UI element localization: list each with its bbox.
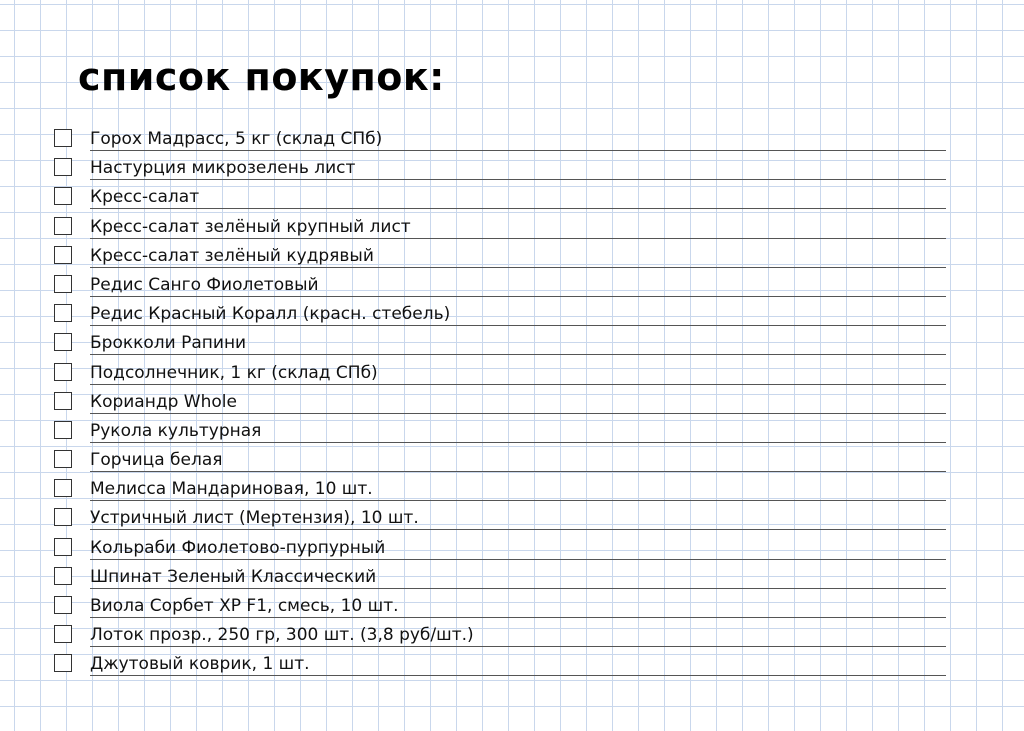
divider xyxy=(90,413,946,414)
item-label: Кресс-салат зелёный крупный лист xyxy=(90,216,411,237)
divider xyxy=(90,354,946,355)
list-item xyxy=(54,622,946,651)
checkbox[interactable] xyxy=(54,187,72,205)
checkbox[interactable] xyxy=(54,246,72,264)
item-label: Редис Санго Фиолетовый xyxy=(90,274,319,295)
list-item xyxy=(54,593,946,622)
checkbox[interactable] xyxy=(54,596,72,614)
list-item xyxy=(54,272,946,301)
list-item xyxy=(54,243,946,272)
checkbox[interactable] xyxy=(54,450,72,468)
item-label: Рукола культурная xyxy=(90,420,262,441)
item-label: Горох Мадрасс, 5 кг (склад СПб) xyxy=(90,129,383,149)
divider xyxy=(90,559,946,560)
list-item xyxy=(54,214,946,243)
divider xyxy=(90,150,946,151)
checkbox[interactable] xyxy=(54,508,72,526)
divider xyxy=(90,471,946,472)
divider xyxy=(90,588,946,589)
divider xyxy=(90,325,946,326)
list-item xyxy=(54,155,946,184)
checkbox[interactable] xyxy=(54,333,72,351)
divider xyxy=(90,529,946,530)
list-item xyxy=(54,184,946,213)
item-label: Подсолнечник, 1 кг (склад СПб) xyxy=(90,362,378,383)
checkbox[interactable] xyxy=(54,304,72,322)
divider xyxy=(90,296,946,297)
item-label: Настурция микрозелень лист xyxy=(90,158,356,179)
item-label: Лоток прозр., 250 гр, 300 шт. (3,8 руб/шт.) xyxy=(90,625,474,646)
checkbox[interactable] xyxy=(54,392,72,410)
divider xyxy=(90,500,946,501)
checkbox[interactable] xyxy=(54,217,72,235)
item-label: Горчица белая xyxy=(90,450,223,471)
checkbox[interactable] xyxy=(54,275,72,293)
item-label: Мелисса Мандариновая, 10 шт. xyxy=(90,479,373,500)
divider xyxy=(90,238,946,239)
list-item xyxy=(54,476,946,505)
item-label: Джутовый коврик, 1 шт. xyxy=(90,654,310,675)
shopping-list xyxy=(54,126,946,681)
item-label: Брокколи Рапини xyxy=(90,333,247,354)
divider xyxy=(90,179,946,180)
divider xyxy=(90,384,946,385)
divider xyxy=(90,208,946,209)
checkbox[interactable] xyxy=(54,421,72,439)
list-item xyxy=(54,126,946,155)
list-item xyxy=(54,505,946,534)
divider xyxy=(90,442,946,443)
checkbox[interactable] xyxy=(54,625,72,643)
checkbox[interactable] xyxy=(54,567,72,585)
item-label: Кресс-салат xyxy=(90,187,200,208)
checkbox[interactable] xyxy=(54,158,72,176)
page-title: список покупок: xyxy=(78,55,445,99)
item-label: Шпинат Зеленый Классический xyxy=(90,566,377,587)
divider xyxy=(90,675,946,676)
list-item xyxy=(54,651,946,680)
checkbox[interactable] xyxy=(54,129,72,147)
list-item xyxy=(54,360,946,389)
list-item xyxy=(54,564,946,593)
list-item xyxy=(54,389,946,418)
item-label: Кольраби Фиолетово-пурпурный xyxy=(90,537,386,558)
divider xyxy=(90,267,946,268)
list-item xyxy=(54,418,946,447)
list-item xyxy=(54,301,946,330)
item-label: Кориандр Whole xyxy=(90,391,237,412)
item-label: Кресс-салат зелёный кудрявый xyxy=(90,245,374,266)
list-item xyxy=(54,447,946,476)
item-label: Устричный лист (Мертензия), 10 шт. xyxy=(90,508,419,529)
item-label: Редис Красный Коралл (красн. стебель) xyxy=(90,304,451,325)
checkbox[interactable] xyxy=(54,654,72,672)
list-item xyxy=(54,330,946,359)
checkbox[interactable] xyxy=(54,479,72,497)
divider xyxy=(90,646,946,647)
list-item xyxy=(54,535,946,564)
item-label: Виола Сорбет XP F1, смесь, 10 шт. xyxy=(90,596,399,616)
divider xyxy=(90,617,946,618)
checkbox[interactable] xyxy=(54,363,72,381)
checkbox[interactable] xyxy=(54,538,72,556)
